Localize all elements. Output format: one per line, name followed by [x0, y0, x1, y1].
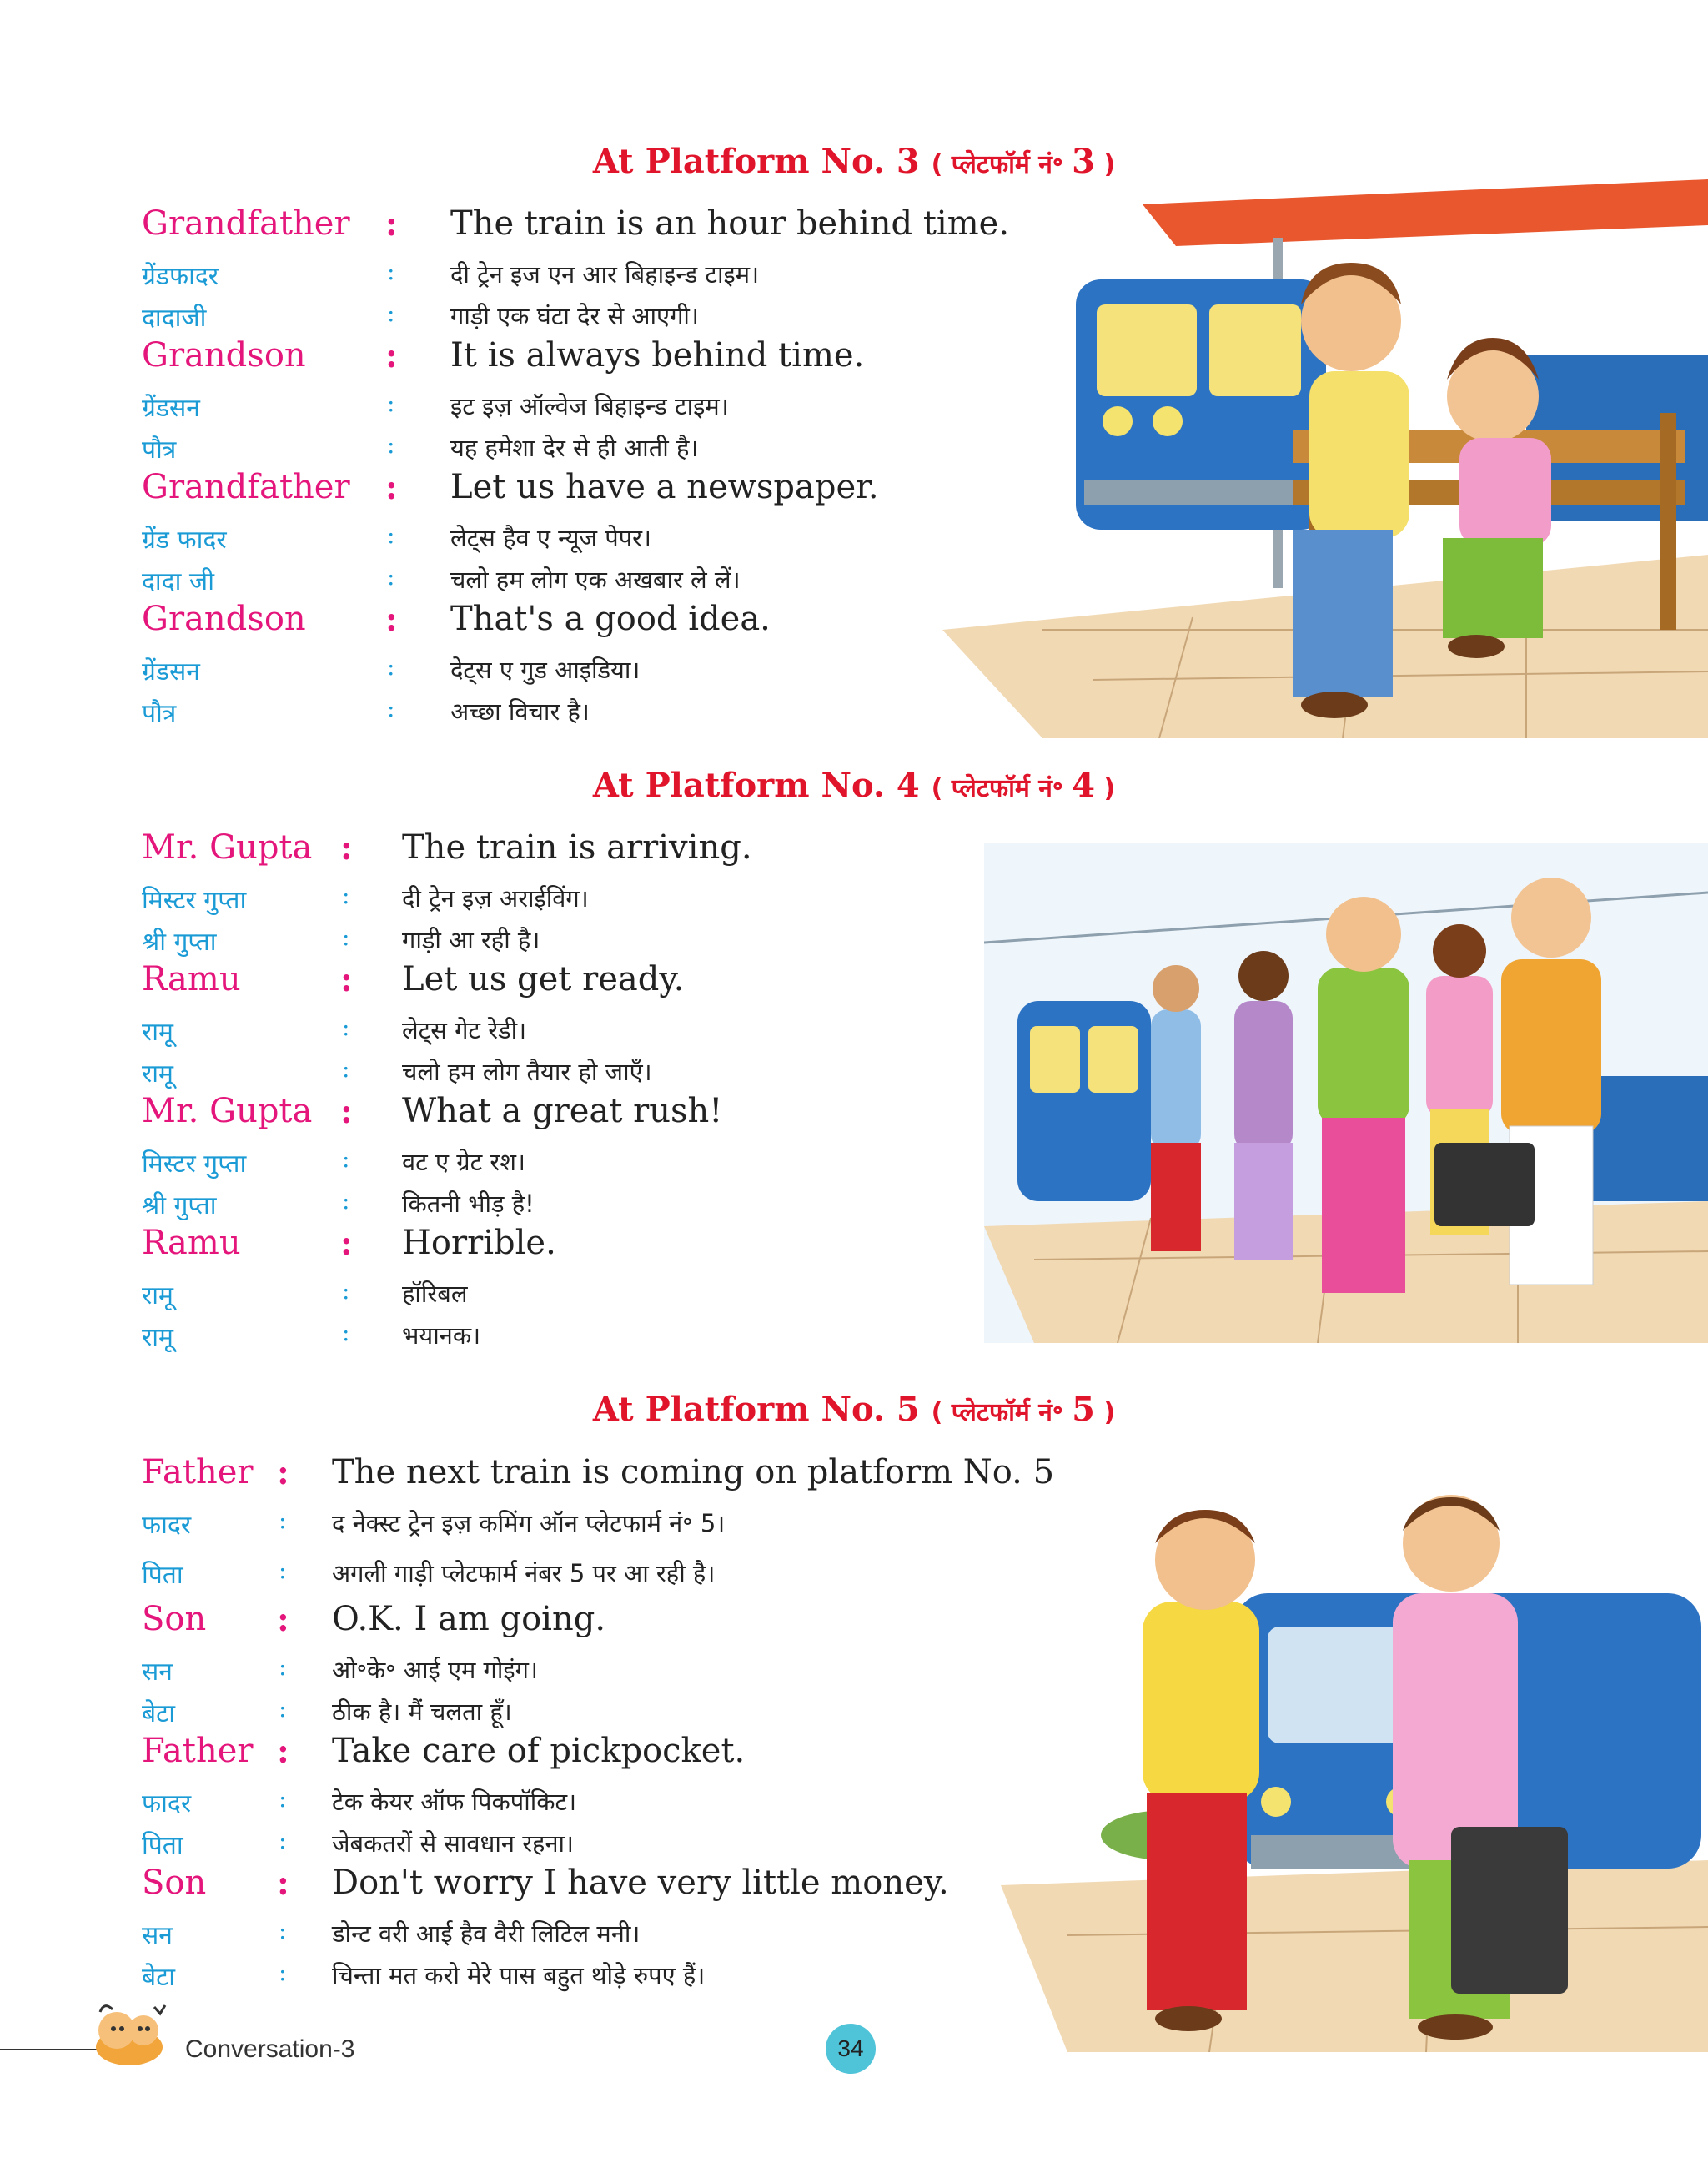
page-footer	[0, 1985, 1708, 2085]
illustration-crowd	[984, 843, 1708, 1343]
illustration-father-son	[1001, 1468, 1708, 2052]
section-title: At Platform No. 3 ( प्लेटफॉर्म नं॰ 3 )	[592, 142, 1116, 181]
illustration-bench	[942, 163, 1708, 738]
footer-label: Conversation-3	[185, 2035, 355, 2063]
page-number: 34	[826, 2024, 876, 2074]
section-title: At Platform No. 5 ( प्लेटफॉर्म नं॰ 5 )	[592, 1390, 1116, 1429]
cartoon-mascot-icon	[83, 1997, 175, 2072]
section-title: At Platform No. 4 ( प्लेटफॉर्म नं॰ 4 )	[592, 766, 1116, 805]
